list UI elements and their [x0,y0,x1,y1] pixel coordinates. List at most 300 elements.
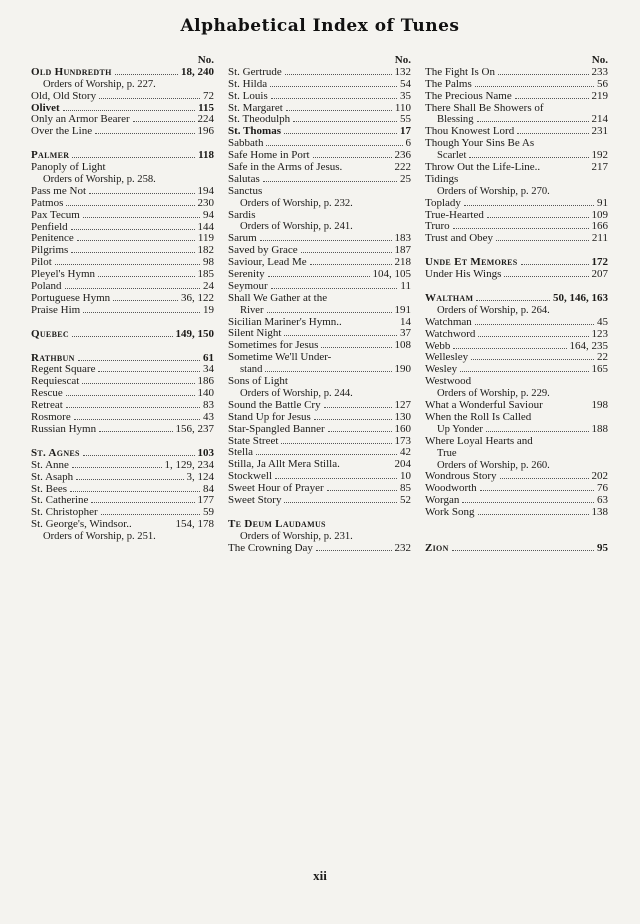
dot-leader [267,305,392,313]
tune-number: 56 [597,77,608,90]
orders-of-worship-ref [228,198,411,210]
tune-entry [425,174,608,186]
tune-number: 83 [203,399,214,412]
tune-name: There Shall Be Showers of [425,101,544,114]
tune-number: 218 [394,256,411,269]
tune-name: Waltham [425,292,474,305]
tune-name: Pilgrims [31,244,69,257]
tune-entry [425,329,608,341]
dot-leader [286,103,392,111]
tune-number: 222 [394,161,411,174]
tune-name: Penfield [31,220,68,233]
tune-number: 72 [203,89,214,102]
dot-leader [70,484,200,492]
tune-entry [228,91,411,103]
dot-leader [500,471,589,479]
tune-name: Wondrous Story [425,470,497,483]
dot-leader [113,293,178,301]
tune-name: Stand Up for Jesus [228,410,311,423]
tune-number: 207 [591,268,608,281]
tune-name: River [240,304,264,316]
tune-name: Stella [228,446,254,459]
dot-leader [504,269,588,277]
tune-entry [228,400,411,412]
dot-leader [310,257,392,265]
dot-leader [76,472,183,480]
tune-entry [31,198,214,210]
tune-name: Westwood [425,375,472,388]
tune-name: Pleyel's Hymn [31,268,96,281]
tune-name: Orders of Worship, p. 270. [437,185,550,197]
tune-name: Rathbun [31,351,75,364]
dot-leader [275,471,397,479]
dot-leader [71,222,195,230]
dot-leader [324,400,392,408]
tune-name: Unde Et Memores [425,256,518,269]
dot-leader [284,328,397,336]
tune-name: Portuguese Hymn [31,291,111,304]
tune-entry [228,495,411,507]
tune-entry [228,424,411,436]
tune-entry [228,174,411,186]
tune-number: 10 [400,470,411,483]
tune-name: St. Louis [228,89,268,102]
tune-name: Sanctus [228,184,263,197]
tune-number: 211 [591,232,608,245]
tune-number: 217 [591,161,608,174]
dot-leader [460,364,588,372]
tune-number: 34 [203,363,214,376]
dot-leader [95,126,194,134]
dot-leader [270,79,397,87]
tune-name: St. Catherine [31,494,89,507]
tune-name: Watchman [425,315,472,328]
tune-number: 214 [591,113,608,126]
tune-name: St. Thomas [228,125,281,138]
tune-name: Sons of Light [228,375,288,388]
dot-leader [480,483,594,491]
tune-entry [31,424,214,436]
tune-name: Truro [425,220,450,233]
tune-number: 194 [197,184,214,197]
tune-name: Sicilian Mariner's Hymn.. [228,315,342,328]
tune-entry [425,507,608,519]
tune-number: 140 [197,387,214,400]
dot-leader [475,79,594,87]
orders-of-worship-ref [228,531,411,543]
tune-number: 166 [591,220,608,233]
tune-number: 186 [197,375,214,388]
tune-number: 45 [597,315,608,328]
dot-leader [464,198,594,206]
tune-number: 110 [394,101,411,114]
tune-number: 188 [591,422,608,435]
tune-number: 144 [197,220,214,233]
tune-name: Scarlet [437,150,467,162]
tune-name: Stockwell [228,470,272,483]
dot-leader [268,269,370,277]
tune-number: 104, 105 [372,268,411,281]
tune-name: St. Theodulph [228,113,291,126]
dot-leader [71,245,194,253]
tune-entry [425,138,608,150]
tune-number: 1, 129, 234 [164,458,214,471]
tune-name: Orders of Worship, p. 258. [43,174,156,186]
tune-entry [425,293,608,305]
tune-name: Throw Out the Life-Line.. [425,161,541,174]
dot-leader [293,114,397,122]
dot-leader [82,376,194,384]
tune-name: Woodworth [425,482,477,495]
tune-number: 14 [400,315,411,328]
tune-number: 98 [203,256,214,269]
tune-number: 36, 122 [181,291,214,304]
dot-leader [98,269,194,277]
tune-name: Orders of Worship, p. 244. [240,387,353,399]
dot-leader [260,233,392,241]
dot-leader [98,364,200,372]
dot-leader [453,221,589,229]
tune-name: Sabbath [228,137,264,150]
tune-entry [31,472,214,484]
tune-name: Orders of Worship, p. 227. [43,78,156,90]
tune-number: 231 [591,125,608,138]
dot-leader [263,174,397,182]
tune-number: 63 [597,494,608,507]
dot-leader [486,424,589,432]
tune-number: 165 [591,363,608,376]
tune-name: Orders of Worship, p. 260. [437,459,550,471]
dot-leader [453,341,566,349]
dot-leader [256,447,397,455]
tune-name: True [437,447,457,459]
tune-name: St. Hilda [228,77,268,90]
tune-name: State Street [228,434,279,447]
tune-name: Seymour [228,279,268,292]
tune-number: 187 [394,244,411,257]
tune-entry [425,79,608,91]
tune-name: Pilot [31,256,52,269]
tune-number: 127 [394,398,411,411]
tune-name: Saviour, Lead Me [228,256,307,269]
tune-name: Penitence [31,232,74,245]
tune-number: 52 [400,493,411,506]
dot-leader [133,114,195,122]
tune-name: Webb [425,339,451,352]
tune-name: Orders of Worship, p. 241. [240,221,353,233]
tune-number: 156, 237 [175,422,214,435]
tune-number: 173 [394,434,411,447]
dot-leader [471,352,594,360]
tune-entry [31,162,214,174]
dot-leader [55,257,200,265]
dot-leader [487,210,589,218]
dot-leader [515,91,589,99]
tune-name: Under His Wings [425,268,502,281]
tune-entry [425,269,608,281]
tune-number: 3, 124 [186,470,214,483]
tune-entry [228,79,411,91]
dot-leader [66,400,200,408]
tune-name: Worgan [425,494,460,507]
tune-number: 18, 240 [181,65,214,78]
tune-entry [425,317,608,329]
tune-name: The Precious Name [425,89,512,102]
tune-name: Silent Night [228,327,282,340]
tune-name: Sweet Hour of Prayer [228,482,324,495]
tune-number: 61 [203,351,214,364]
section-gap [31,341,214,353]
tune-name: Over the Line [31,125,93,138]
tune-name: Sweet Story [228,493,282,506]
orders-of-worship-ref [31,79,214,91]
tune-name: Only an Armor Bearer [31,113,130,126]
tune-number: 54 [400,77,411,90]
tune-name: Safe in the Arms of Jesus. [228,161,343,174]
tune-number: 233 [591,65,608,78]
tune-name: The Fight Is On [425,65,495,78]
tune-number: 94 [203,208,214,221]
tune-number: 224 [197,113,214,126]
tune-entry [425,233,608,245]
dot-leader [281,436,391,444]
tune-entry [31,460,214,472]
tune-name: Serenity [228,268,265,281]
tune-name: Saved by Grace [228,244,298,257]
page-title: Alphabetical Index of Tunes [180,16,460,36]
tune-entry [425,412,608,424]
tune-entry [228,436,411,448]
tune-entry [425,448,608,460]
tune-entry [425,210,608,222]
tune-name: Sarum [228,232,257,245]
dot-leader [517,126,588,134]
tune-name: Up Yonder [437,423,483,435]
tune-name: Orders of Worship, p. 232. [240,197,353,209]
section-gap [425,519,608,531]
dot-leader [478,507,589,515]
tune-name: Blessing [437,114,474,126]
tune-name: Old, Old Story [31,89,97,102]
tune-entry [31,519,214,531]
dot-leader [285,67,392,75]
dot-leader [78,353,200,361]
dot-leader [271,281,398,289]
tune-name: Watchword [425,327,476,340]
tune-number: 182 [197,244,214,257]
tune-number: 95 [597,541,608,554]
tune-number: 202 [591,470,608,483]
tune-name: Patmos [31,196,64,209]
tune-name: Sometime We'll Under- [228,351,332,364]
tune-name: The Crowning Day [228,541,313,554]
dot-leader [476,293,550,301]
tune-name: Orders of Worship, p. 231. [240,530,353,542]
tune-name: Quebec [31,327,69,340]
tune-number: 25 [400,172,411,185]
tune-name: Thou Knowest Lord [425,125,515,138]
tune-entry [31,186,214,198]
tune-name: Pax Tecum [31,208,80,221]
tune-name: Sound the Battle Cry [228,398,321,411]
tune-number: 119 [197,232,214,245]
index-column-1 [31,55,214,543]
tune-number: 191 [394,303,411,316]
tune-number: 108 [394,339,411,352]
tune-entry [31,126,214,138]
dot-leader [284,495,397,503]
tune-name: Though Your Sins Be As [425,137,535,150]
section-gap [425,531,608,543]
tune-name: St. Agnes [31,446,80,459]
dot-leader [469,150,588,158]
dot-leader [72,460,162,468]
dot-leader [284,126,397,134]
dot-leader [266,138,402,146]
tune-number: 17 [400,125,411,138]
tune-entry [425,67,608,79]
dot-leader [91,495,194,503]
tune-entry [31,329,214,341]
tune-entry [228,67,411,79]
tune-number: 37 [400,327,411,340]
tune-number: 59 [203,506,214,519]
tune-name: Palmer [31,149,70,162]
tune-name: Regent Square [31,363,96,376]
tune-name: Olivet [31,101,60,114]
dot-leader [72,329,173,337]
dot-leader [77,233,195,241]
tune-number: 103 [197,446,214,459]
tune-number: 154, 178 [175,518,214,531]
tune-name: Trust and Obey [425,232,494,245]
tune-name: St. Gertrude [228,65,282,78]
tune-number: 196 [197,125,214,138]
tune-number: 91 [597,196,608,209]
tune-number: 198 [591,399,608,412]
tune-name: Russian Hymn [31,422,97,435]
tune-number: 236 [394,149,411,162]
tune-name: St. Bees [31,482,68,495]
tune-name: Wesley [425,363,458,376]
tune-name: Sometimes for Jesus [228,339,319,352]
tune-number: 55 [400,113,411,126]
dot-leader [63,103,195,111]
tune-number: 130 [394,410,411,423]
dot-leader [72,150,195,158]
tune-name: Rosmore [31,411,71,424]
dot-leader [301,245,392,253]
tune-name: St. Anne [31,458,69,471]
page-number: xii [313,868,327,883]
tune-entry [31,305,214,317]
tune-name: Orders of Worship, p. 251. [43,531,156,543]
tune-number: 230 [197,196,214,209]
dot-leader [74,412,200,420]
dot-leader [313,150,392,158]
tune-name: Old Hundredth [31,65,112,78]
dot-leader [452,543,594,551]
tune-number: 24 [203,280,214,293]
dot-leader [99,424,172,432]
tune-number: 172 [591,256,608,269]
dot-leader [327,483,397,491]
tune-number: 190 [394,363,411,376]
tune-number: 185 [197,268,214,281]
tune-number: 123 [591,327,608,340]
dot-leader [66,198,194,206]
tune-number: 43 [203,411,214,424]
tune-number: 183 [394,232,411,245]
tune-number: 132 [394,65,411,78]
dot-leader [328,424,392,432]
tune-entry [31,245,214,257]
tune-number: 35 [400,89,411,102]
dot-leader [115,67,178,75]
tune-number: 219 [591,89,608,102]
dot-leader [99,91,200,99]
tune-name: When the Roll Is Called [425,410,532,423]
dot-leader [66,388,195,396]
dot-leader [101,507,200,515]
section-gap [31,317,214,329]
tune-name: Stilla, Ja Allt Mera Stilla. [228,458,340,471]
tune-name: St. George's, Windsor.. [31,518,132,531]
tune-number: 115 [198,101,214,114]
tune-entry [425,436,608,448]
tune-number: 164, 235 [569,339,608,352]
tune-number: 177 [197,494,214,507]
tune-entry [228,543,411,555]
tune-name: The Palms [425,77,472,90]
tune-name: Zion [425,541,449,554]
tune-entry [228,412,411,424]
column-header-label: No. [197,54,214,66]
tune-number: 22 [597,351,608,364]
tune-name: Shall We Gather at the [228,291,328,304]
tune-entry [228,293,411,305]
tune-entry [228,352,411,364]
dot-leader [521,257,589,265]
tune-entry [31,67,214,79]
dot-leader [83,305,200,313]
dot-leader [89,186,195,194]
orders-of-worship-ref [31,531,214,543]
tune-number: 138 [591,506,608,519]
tune-number: 19 [203,303,214,316]
tune-entry [228,519,411,531]
tune-name: True-Hearted [425,208,484,221]
tune-name: Work Song [425,506,475,519]
tune-name: St. Asaph [31,470,74,483]
tune-name: St. Margaret [228,101,283,114]
index-column-3 [425,55,608,555]
dot-leader [462,495,594,503]
tune-name: Where Loyal Hearts and [425,434,533,447]
tune-name: Orders of Worship, p. 229. [437,388,550,400]
tune-name: Orders of Worship, p. 264. [437,304,550,316]
dot-leader [83,448,195,456]
tune-name: Praise Him [31,303,81,316]
tune-entry [425,543,608,555]
tune-number: 118 [198,149,214,162]
tune-number: 84 [203,482,214,495]
tune-number: 232 [394,541,411,554]
tune-name: stand [240,364,263,376]
tune-name: Safe Home in Port [228,149,310,162]
tune-name: Sardis [228,208,256,221]
tune-entry [31,448,214,460]
